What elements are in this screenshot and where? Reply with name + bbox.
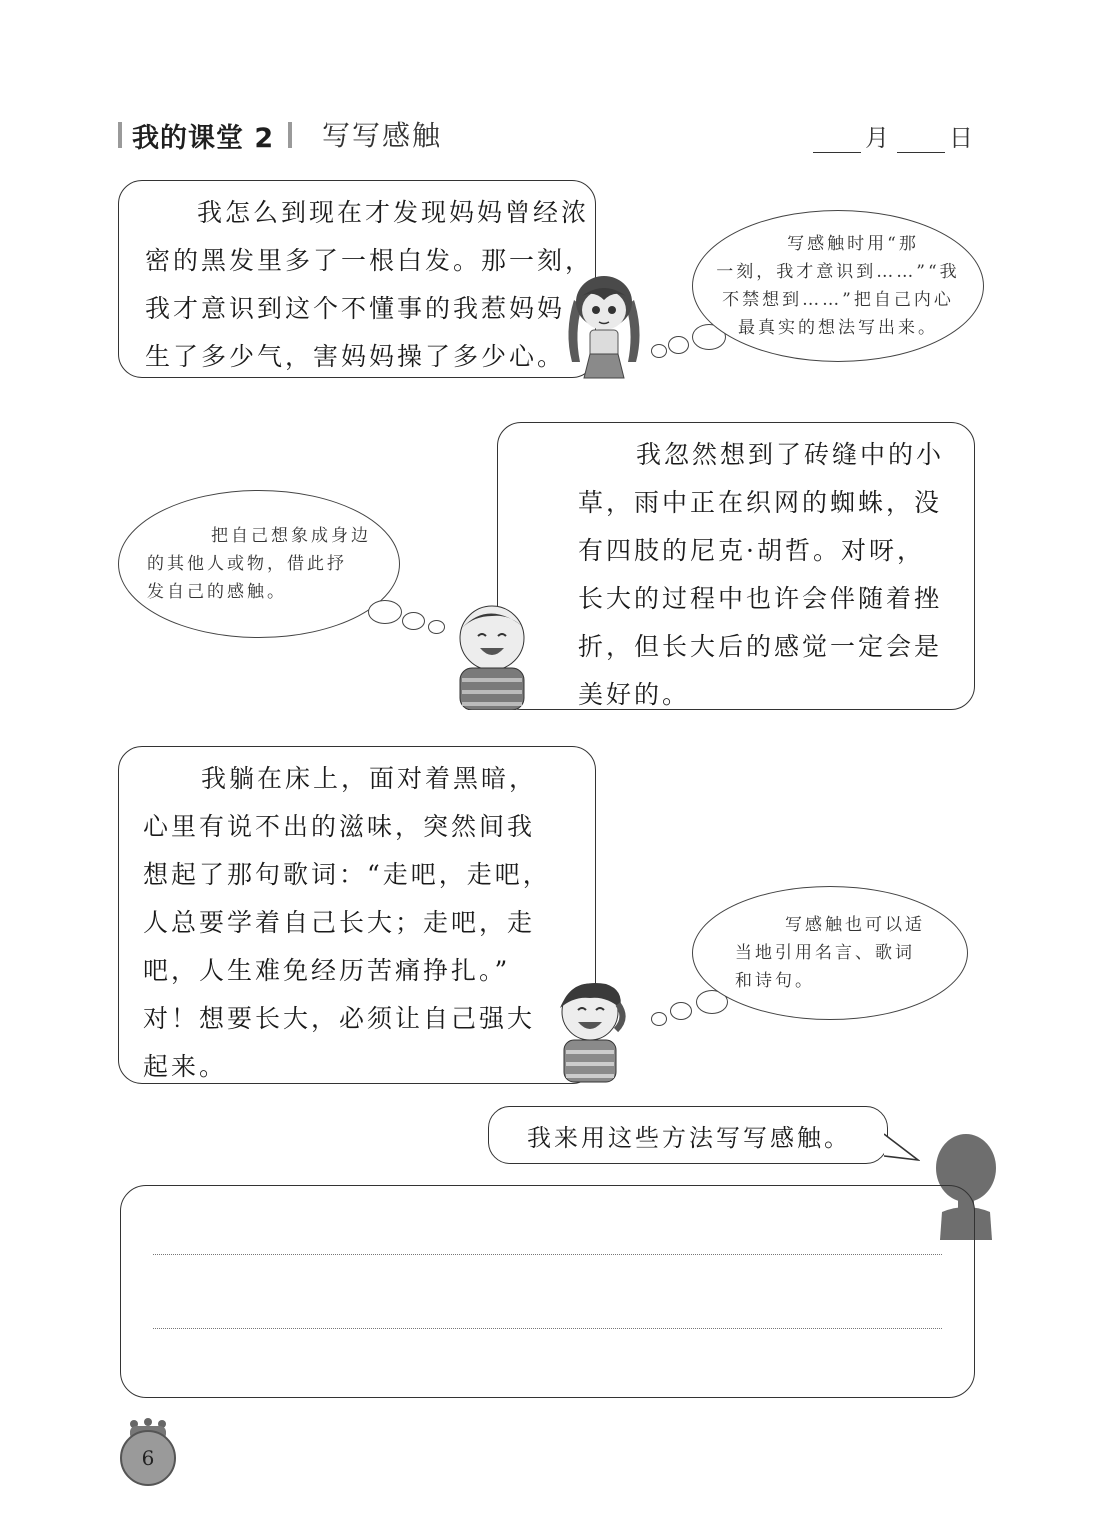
page-number — [120, 1430, 176, 1486]
page-number-text: 6 — [141, 1446, 155, 1470]
header-bar-right — [288, 122, 292, 148]
example-2-line: 折，但长大后的感觉一定会是 — [578, 632, 943, 661]
example-3-line: 吧，人生难免经历苦痛挣扎。” — [143, 956, 511, 985]
header-bar-left — [118, 122, 122, 148]
tip-3-line: 当地引用名言、歌词 — [735, 943, 915, 963]
tip-2-line: 的其他人或物，借此抒 — [147, 554, 347, 574]
example-bubble-3 — [118, 746, 596, 1084]
thought-dot — [368, 600, 402, 624]
example-1-line: 我才意识到这个不懂事的我惹妈妈 — [145, 294, 566, 323]
tip-1-line: 一刻，我才意识到……”“我 — [716, 262, 960, 282]
example-3-line: 想起了那句歌词：“走吧，走吧， — [143, 860, 551, 889]
day-label: 日 — [949, 124, 973, 152]
boy-character-icon — [438, 598, 542, 710]
example-2-line: 有四肢的尼克·胡哲。对呀， — [578, 536, 925, 565]
answer-box[interactable] — [120, 1185, 975, 1398]
prompt-text: 我来用这些方法写写感触。 — [527, 1123, 851, 1152]
tip-2-line: 发自己的感触。 — [147, 582, 287, 602]
example-2-line: 草，雨中正在织网的蜘蛛，没 — [578, 488, 943, 517]
example-3-line: 我躺在床上，面对着黑暗， — [201, 764, 538, 793]
thought-dot — [402, 612, 425, 630]
tip-bubble-2 — [118, 490, 400, 638]
speech-tail — [884, 1132, 920, 1162]
example-2-line: 长大的过程中也许会伴随着挫 — [578, 584, 943, 613]
example-bubble-1 — [118, 180, 596, 378]
girl-character-icon — [554, 262, 654, 380]
example-3-line: 人总要学着自己长大；走吧，走 — [143, 908, 536, 937]
month-label: 月 — [865, 124, 889, 152]
section-label: 我的课堂 2 — [132, 123, 275, 154]
tip-3-line: 写感触也可以适 — [785, 915, 925, 935]
answer-line-2[interactable] — [153, 1328, 942, 1329]
example-bubble-2 — [497, 422, 975, 710]
example-3-line: 起来。 — [143, 1052, 228, 1081]
child-character-icon — [546, 978, 632, 1086]
example-1-line: 生了多少气，害妈妈操了多少心。 — [145, 342, 566, 371]
example-1-line: 我怎么到现在才发现妈妈曾经浓 — [197, 198, 590, 227]
tip-2-line: 把自己想象成身边 — [211, 526, 371, 546]
tip-1-line: 写感触时用“那 — [787, 234, 919, 254]
example-1-line: 密的黑发里多了一根白发。那一刻， — [145, 246, 594, 275]
tip-1-line: 不禁想到……”把自己内心 — [722, 290, 954, 310]
example-3-line: 心里有说不出的滋味，突然间我 — [143, 812, 536, 841]
example-3-line: 对！想要长大，必须让自己强大 — [143, 1004, 536, 1033]
tip-bubble-1 — [692, 210, 984, 362]
thought-dot — [670, 1002, 692, 1020]
tip-1-line: 最真实的想法写出来。 — [737, 318, 938, 338]
example-2-line: 我忽然想到了砖缝中的小 — [636, 440, 945, 469]
prompt-bubble — [488, 1106, 888, 1164]
example-2-line: 美好的。 — [578, 680, 691, 709]
page-title: 写写感触 — [322, 119, 443, 152]
thought-dot — [668, 336, 689, 354]
date-field — [809, 118, 973, 153]
thought-dot — [651, 1012, 667, 1026]
day-blank[interactable] — [897, 126, 945, 153]
tip-3-line: 和诗句。 — [735, 971, 815, 991]
thought-dot — [651, 344, 667, 358]
answer-line-1[interactable] — [153, 1254, 942, 1255]
month-blank[interactable] — [813, 126, 861, 153]
tip-bubble-3 — [692, 886, 968, 1020]
